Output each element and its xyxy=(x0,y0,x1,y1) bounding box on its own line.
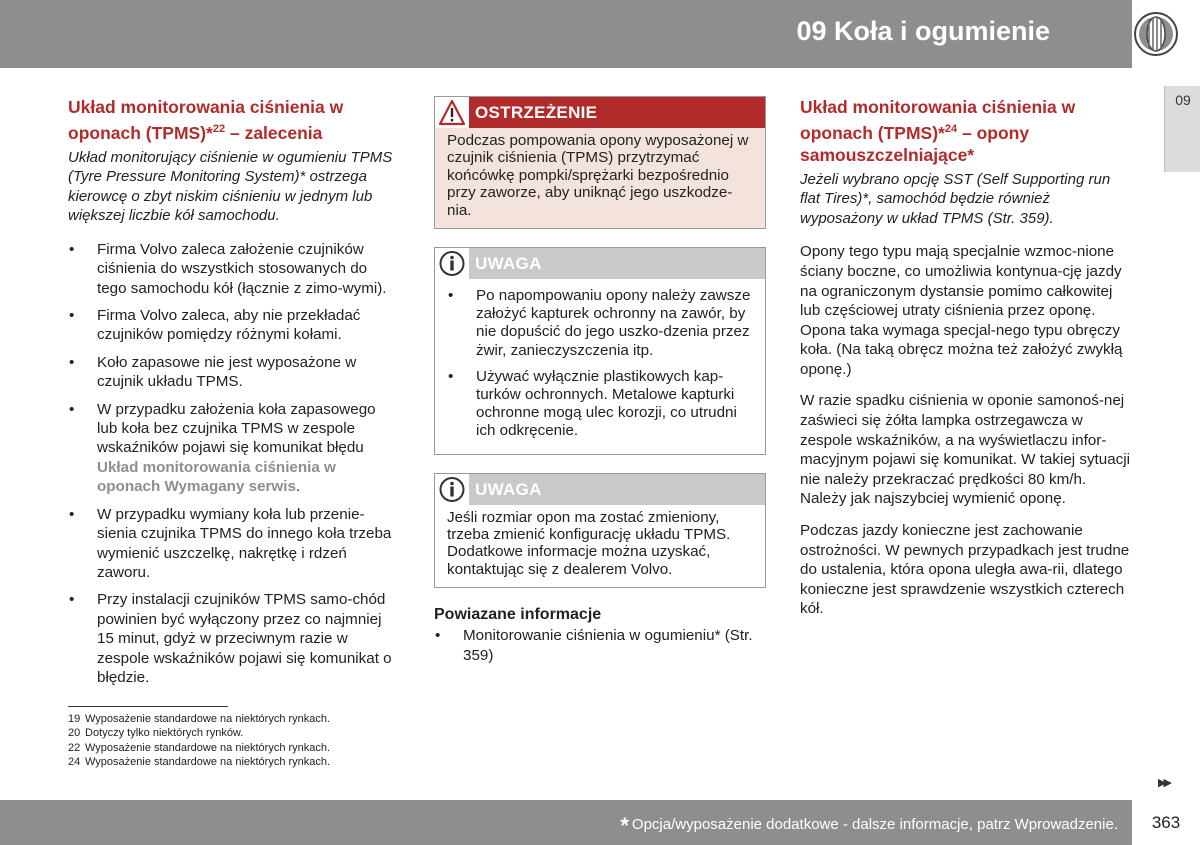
warning-box-header xyxy=(435,97,765,128)
paragraph: W razie spadku ciśnienia w oponie samonoś-nej zaświeci się żółta lampka ostrzegawcza w zespole wskaźników, a na wyświetlaczu infor-macyjnym pojawi się komunikat. W takiej sytuacji nie należy przekraczać prędkości 80 km/h. Należy jak najszybciej wymienić oponę. xyxy=(800,392,1131,508)
chapter-header xyxy=(0,0,1132,68)
warning-text: Podczas pompowania opony wyposażonej w czujnik ciśnienia (TPMS) przytrzymać końcówkę pompki/sprężarki bezpośrednio przy zaworze, aby uniknąć jego uszkodze-nia. xyxy=(435,128,765,228)
list-item: • W przypadku wymiany koła lub przenie-sienia czujnika TPMS do innego koła trzeba wymienić uszczelkę, nakrętkę i rdzeń zaworu. xyxy=(69,505,392,581)
warning-label: OSTRZEŻENIE xyxy=(475,103,598,122)
display-message-text: Układ monitorowania ciśnienia w oponach Wymagany serwis xyxy=(97,458,336,496)
tyre-icon xyxy=(1132,0,1200,68)
section-intro: Jeżeli wybrano opcję SST (Self Supporting run flat Tires)*, samochód będzie również wyposażony w układ TPMS (Str. 359). xyxy=(800,170,1111,227)
chapter-title: 09 Koła i ogumienie xyxy=(796,16,1050,46)
note-box xyxy=(434,473,766,589)
chapter-tab-label: 09 xyxy=(1175,92,1191,108)
footnote: 22 Wyposażenie standardowe na niektórych rynkach. xyxy=(68,741,331,754)
note-label: UWAGA xyxy=(475,254,542,274)
list-item: • Przy instalacji czujników TPMS samo-chód powinien być wyłączony przez co najmniej 15 minut, gdyż w przeciwnym razie w zespole wskaźników pojawi się komunikat o błędzie. xyxy=(69,591,392,686)
list-item: • Koło zapasowe nie jest wyposażone w czujnik układu TPMS. xyxy=(69,353,357,391)
info-icon xyxy=(438,250,466,277)
list-item: • Firma Volvo zaleca, aby nie przekładać czujników pomiędzy różnymi kołami. xyxy=(69,307,361,344)
double-arrow-right-icon[interactable]: ▶▶ xyxy=(1158,777,1169,789)
recommendation-list xyxy=(68,240,396,688)
note-box xyxy=(434,247,766,455)
list-item: • W przypadku założenia koła zapasowego lub koła bez czujnika TPMS w zespole wskaźników pojawi się komunikat błędu Układ monitorowania ciśnienia w oponach Wymagany serwis. xyxy=(69,400,376,496)
paragraph: Podczas jazdy konieczne jest zachowanie ostrożności. W pewnych przypadkach jest trudne do ustalenia, która opona uległa awa-rii, dlatego konieczne jest sprawdzenie wszystkich czterech kół. xyxy=(800,522,1130,618)
footnote: 19 Wyposażenie standardowe na niektórych rynkach. xyxy=(68,713,331,725)
list-item: • Używać wyłącznie plastikowych kap-turków ochronnych. Metalowe kapturki ochronne mogą ulec korozji, co utrudni ich odkręcenie. xyxy=(448,367,737,440)
related-info-heading: Powiazane informacje xyxy=(434,606,602,624)
footer-bar xyxy=(0,800,1132,845)
column-tpms-recommendations xyxy=(68,96,396,695)
info-icon xyxy=(438,476,466,503)
note-box-header xyxy=(435,474,765,505)
tyre-icon-box xyxy=(1132,0,1200,68)
list-item: • Firma Volvo zaleca założenie czujników ciśnienia do wszystkich stosowanych do tego samochodu kół (łącznie z zimo-wymi). xyxy=(69,240,387,297)
list-item: • Po napompowaniu opony należy zawsze założyć kapturek ochronny na zawór, by nie dopuścić do jego uszko-dzenia przez żwir, zanieczyszczenia itp. xyxy=(448,287,751,359)
paragraph: Opony tego typu mają specjalnie wzmoc-nione ściany boczne, co umożliwia kontynua-cję jazdy na ograniczonym dystansie pomimo całkowitej lub częściowej utraty ciśnienia przez oponę. Opona taka wymaga specjal-nego typu obręczy koła. (Na taką obręcz można też założyć zwykłą oponę.) xyxy=(800,243,1123,378)
related-info-list xyxy=(434,626,766,665)
warning-box xyxy=(434,96,766,229)
note-text: Jeśli rozmiar opon ma zostać zmieniony, trzeba zmienić konfigurację układu TPMS. Dodatkowe informacje można uzyskać, kontaktując się z dealerem Volvo. xyxy=(447,508,731,578)
column-self-sealing-tyres xyxy=(800,96,1132,631)
footnotes xyxy=(68,712,330,769)
section-heading-self-sealing: Układ monitorowania ciśnienia w oponach (TPMS)*$^{24}$ – opony samouszczelniające* xyxy=(800,97,1076,165)
note-body xyxy=(435,279,765,454)
footnote: 20 Dotyczy tylko niektórych rynków. xyxy=(68,727,244,740)
chapter-tab[interactable] xyxy=(1164,86,1200,172)
section-heading-recommendations: Układ monitorowania ciśnienia w oponach (TPMS)*$^{22}$ – zalecenia xyxy=(68,97,344,143)
related-link[interactable]: • Monitorowanie ciśnienia w ogumieniu* (Str. 359) xyxy=(435,627,753,664)
warning-triangle-icon xyxy=(438,99,466,126)
footnote: 24 Wyposażenie standardowe na niektórych rynkach. xyxy=(68,755,331,768)
section-intro: Układ monitorujący ciśnienie w ogumieniu TPMS (Tyre Pressure Monitoring System)* ostrzega kierowcę o zbyt niskim ciśnieniu w jednym lub większej liczbie kół samochodu. xyxy=(68,148,393,225)
column-notices xyxy=(434,96,766,673)
footnote-divider xyxy=(68,706,228,707)
page-number: 363 xyxy=(1151,813,1181,832)
note-box-header xyxy=(435,248,765,279)
footer-note: * Opcja/wyposażenie dodatkowe - dalsze informacje, patrz Wprowadzenie. xyxy=(620,813,1118,838)
note-label: UWAGA xyxy=(475,479,542,499)
